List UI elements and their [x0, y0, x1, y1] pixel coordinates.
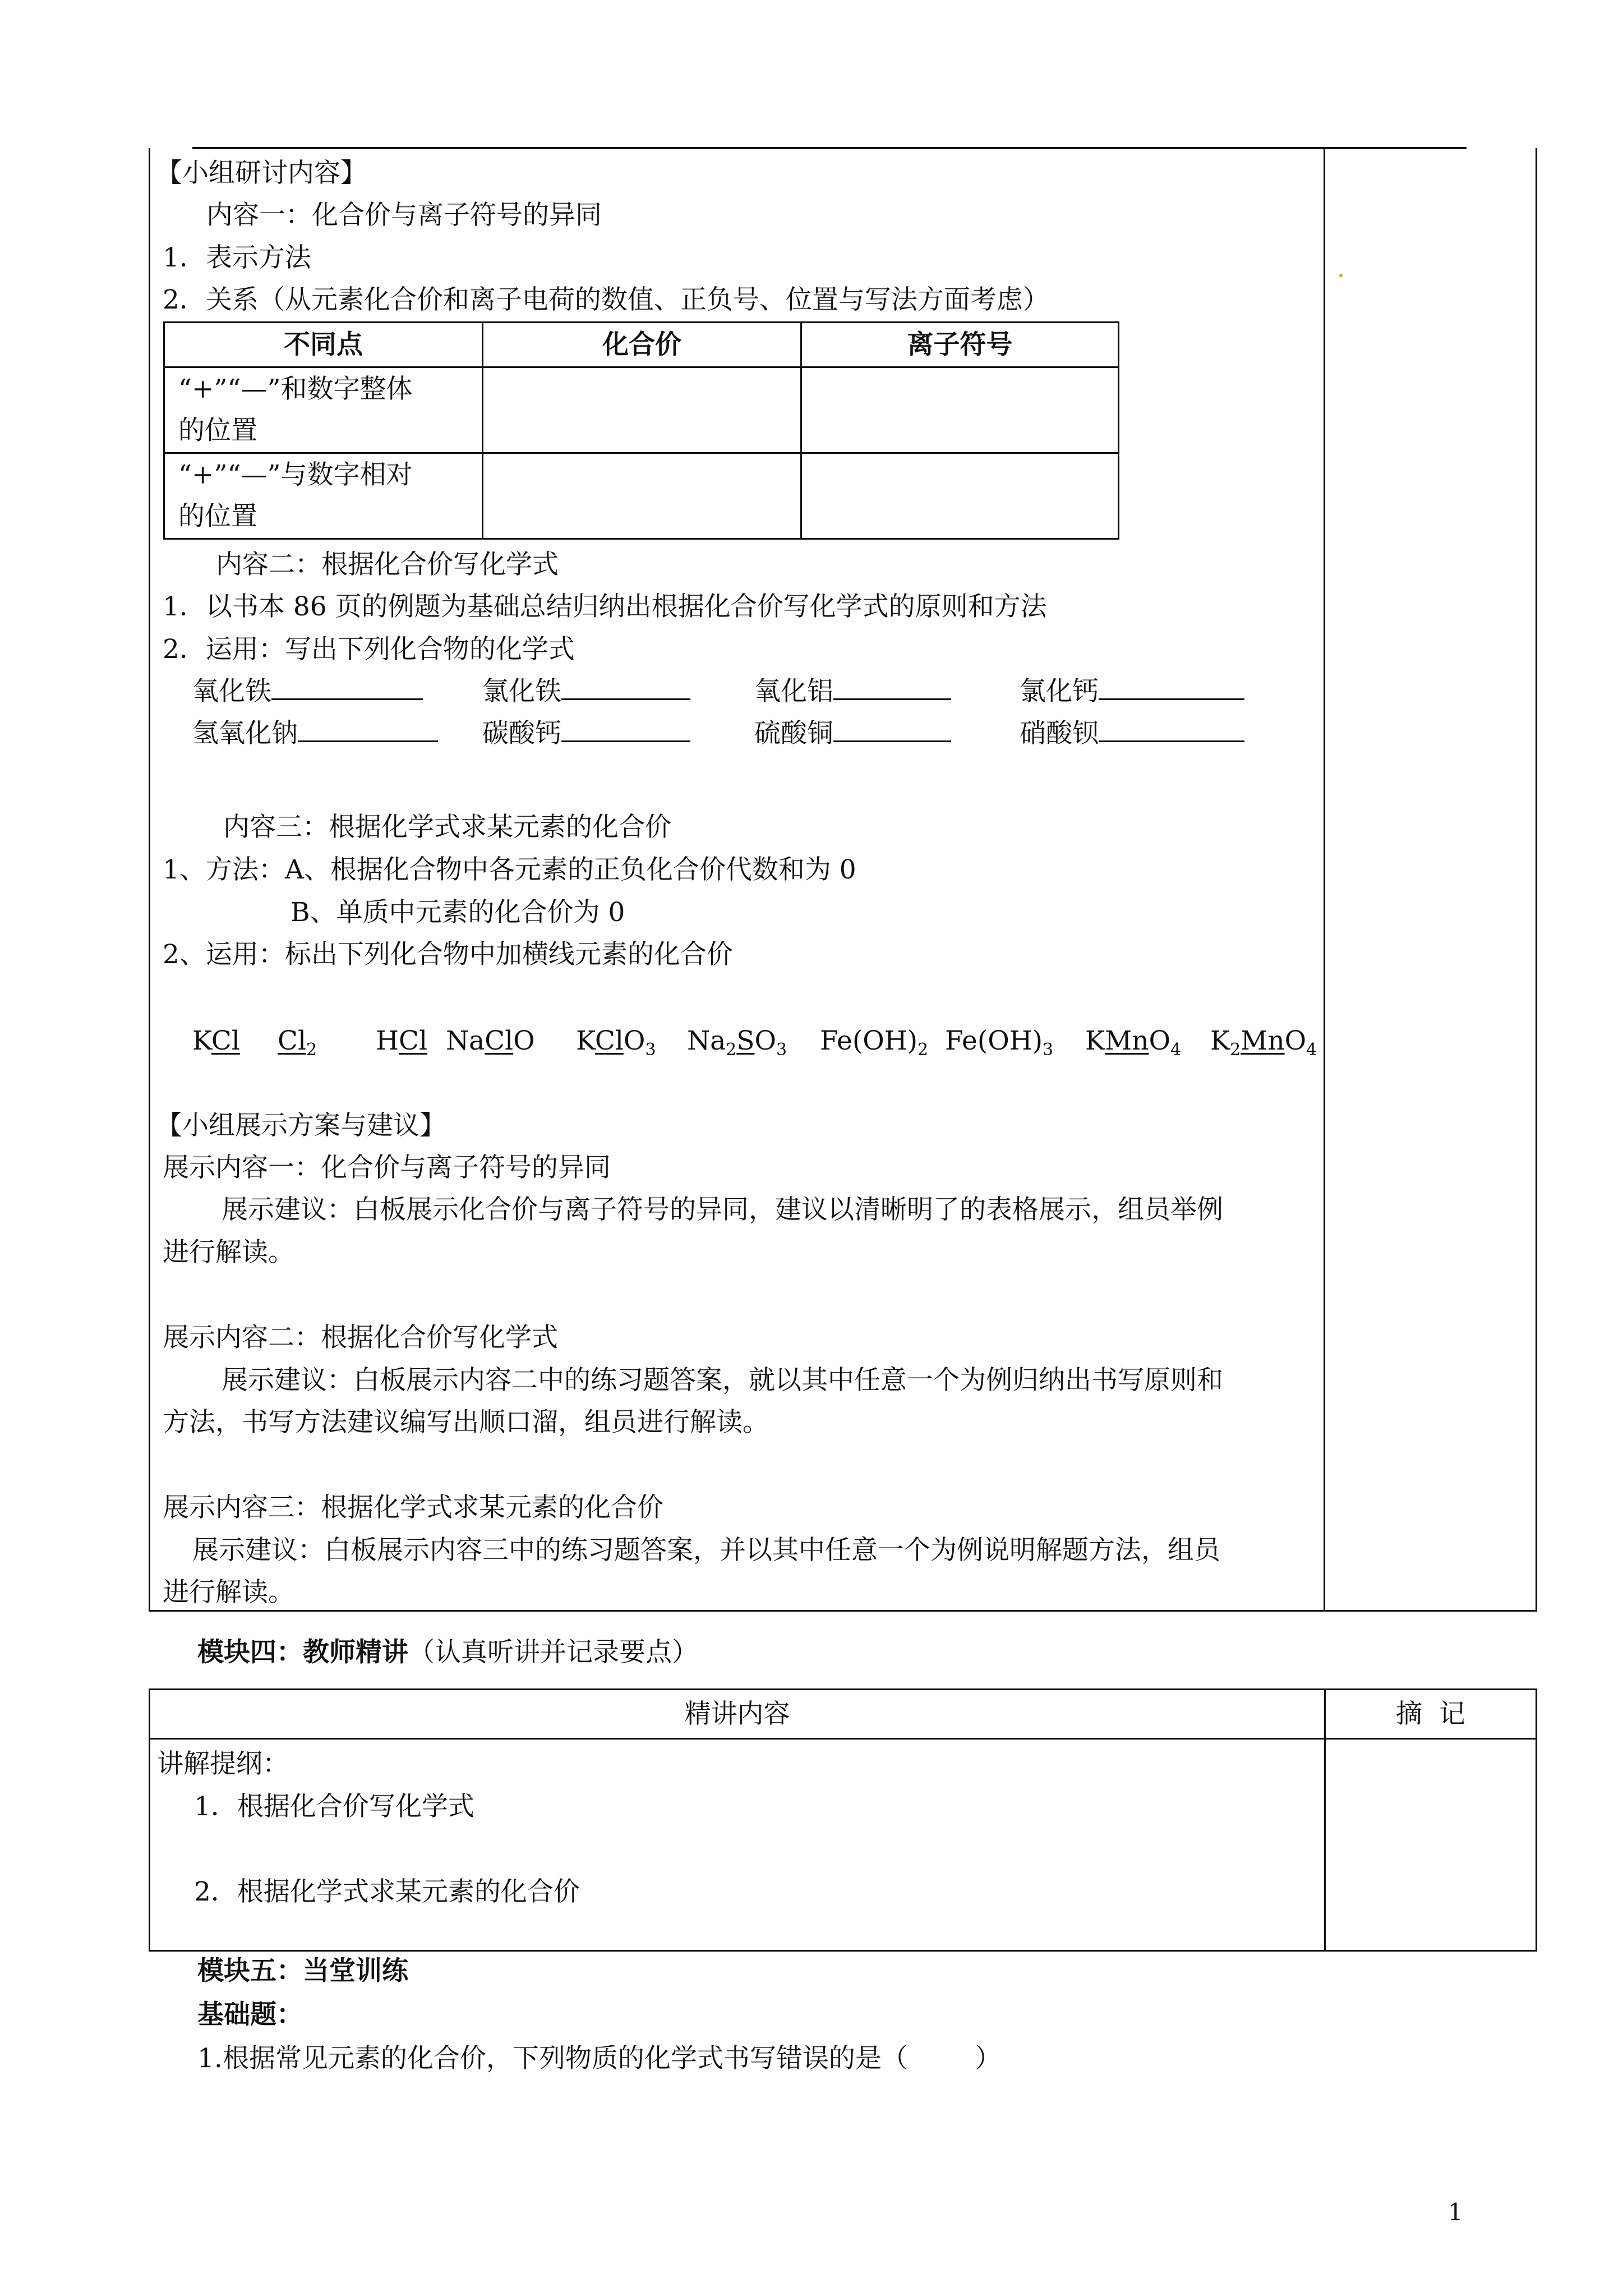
outline-label: 讲解提纲： — [157, 1749, 289, 1779]
answer-blank[interactable] — [833, 698, 951, 700]
table-header: 离子符号 — [801, 323, 1119, 367]
formula-naclo: NaClO — [446, 1025, 535, 1056]
answer-blank[interactable] — [1099, 698, 1244, 700]
show2-suggestion-l1: 展示建议：白板展示内容二中的练习题答案，就以其中任意一个为例归纳出书写原则和 — [222, 1365, 1223, 1396]
module5-title: 模块五：当堂训练 — [197, 1955, 408, 1986]
compound-fill-item: 硝酸钡 — [1020, 720, 1244, 747]
basic-questions-label: 基础题： — [197, 1999, 303, 2030]
table-cell-blank[interactable] — [801, 367, 1119, 453]
formula-feoh2: $Fe(OH)_2$ — [820, 1025, 929, 1060]
show-heading: 【小组展示方案与建议】 — [156, 1110, 446, 1141]
compare-table — [163, 321, 1119, 540]
table-cell-blank[interactable] — [801, 453, 1119, 539]
row2-line1: “+”“—”与数字相对 — [178, 459, 413, 490]
page-number: 1 — [1448, 2198, 1463, 2226]
row1-line1: “+”“—”和数字整体 — [178, 374, 413, 404]
box-divider — [1324, 148, 1325, 1611]
show3-suggestion-l1: 展示建议：白板展示内容三中的练习题答案，并以其中任意一个为例说明解题方法，组员 — [192, 1535, 1220, 1566]
question-1: 1.根据常见元素的化合价，下列物质的化学式书写错误的是（ ） — [197, 2043, 1002, 2074]
content3-title: 内容三：根据化学式求某元素的化合价 — [223, 812, 671, 843]
table-cell — [164, 367, 483, 453]
col-notes-header: 摘 记 — [1325, 1690, 1537, 1739]
content1-title: 内容一：化合价与离子符号的异同 — [206, 200, 602, 231]
formula-kmno4: KMnO$_4$ — [1085, 1025, 1182, 1060]
outline-cell — [150, 1739, 1325, 1951]
c3-method-a: 1、方法：A、根据化合物中各元素的正负化合价代数和为 0 — [163, 854, 856, 885]
box-left-border — [149, 148, 150, 1611]
formula-k2mno4: $K_2MnO_4$ — [1210, 1025, 1317, 1060]
answer-blank[interactable] — [561, 740, 690, 742]
box-right-border — [1536, 148, 1537, 1611]
row1-line2: 的位置 — [178, 415, 257, 446]
compound-fill-item: 氢氧化钠 — [192, 720, 438, 747]
table-header: 不同点 — [164, 323, 483, 367]
formula-kcl: KCl — [192, 1025, 240, 1056]
compound-fill-item: 硫酸铜 — [754, 720, 951, 747]
compound-fill-item: 氧化铁 — [192, 678, 423, 705]
content2-title: 内容二：根据化合价写化学式 — [216, 549, 559, 580]
col-content-header: 精讲内容 — [150, 1690, 1325, 1739]
top-rule — [192, 147, 1467, 149]
compound-fill-item: 碳酸钙 — [482, 720, 690, 747]
compound-fill-item: 氯化钙 — [1020, 678, 1244, 705]
answer-blank[interactable] — [1099, 740, 1244, 742]
formula-kclo3: KClO$_3$ — [576, 1025, 656, 1060]
c2-item1: 1．以书本 86 页的例题为基础总结归纳出根据化合价写化学式的原则和方法 — [163, 591, 1047, 622]
outline-item-2: 2．根据化学式求某元素的化合价 — [194, 1876, 580, 1907]
answer-blank[interactable] — [271, 698, 423, 700]
formula-hcl: HCl — [376, 1025, 427, 1056]
show2-title: 展示内容二：根据化合价写化学式 — [163, 1322, 558, 1353]
formula-na2so3: $Na_2SO_3$ — [687, 1025, 787, 1060]
compound-fill-item: 氧化铝 — [754, 678, 951, 705]
c1-item1: 1．表示方法 — [163, 242, 311, 273]
show2-suggestion-l2: 方法，书写方法建议编写出顺口溜，组员进行解读。 — [163, 1407, 769, 1438]
answer-blank[interactable] — [298, 740, 438, 742]
answer-blank[interactable] — [561, 698, 690, 700]
formula-feoh3: $Fe(OH)_3$ — [945, 1025, 1054, 1060]
c2-item2: 2．运用：写出下列化合物的化学式 — [163, 634, 575, 665]
row2-line2: 的位置 — [178, 501, 257, 532]
box-bottom-border — [149, 1610, 1537, 1612]
module4-title: 模块四：教师精讲（认真听讲并记录要点） — [197, 1637, 698, 1668]
group-discuss-heading: 【小组研讨内容】 — [156, 158, 367, 188]
show3-title: 展示内容三：根据化学式求某元素的化合价 — [163, 1492, 663, 1523]
c1-item2: 2．关系（从元素化合价和离子电荷的数值、正负号、位置与写法方面考虑） — [163, 284, 1049, 315]
module4-table — [149, 1688, 1537, 1952]
show1-title: 展示内容一：化合价与离子符号的异同 — [163, 1152, 611, 1183]
table-cell — [164, 453, 483, 539]
table-cell-blank[interactable] — [483, 453, 801, 539]
show1-suggestion-l1: 展示建议：白板展示化合价与离子符号的异同，建议以清晰明了的表格展示，组员举例 — [222, 1194, 1223, 1225]
table-header: 化合价 — [483, 323, 801, 367]
c3-method-b: B、单质中元素的化合价为 0 — [291, 897, 625, 928]
show1-suggestion-l2: 进行解读。 — [163, 1237, 294, 1268]
show3-suggestion-l2: 进行解读。 — [163, 1577, 294, 1608]
compound-fill-item: 氯化铁 — [482, 678, 690, 705]
answer-blank[interactable] — [833, 740, 951, 742]
formula-cl2: $Cl_2$ — [278, 1025, 317, 1060]
notes-cell[interactable] — [1325, 1739, 1537, 1951]
outline-item-1: 1．根据化合价写化学式 — [194, 1791, 474, 1822]
stray-dot — [1339, 274, 1343, 277]
table-cell-blank[interactable] — [483, 367, 801, 453]
c3-apply: 2、运用：标出下列化合物中加横线元素的化合价 — [163, 939, 733, 970]
